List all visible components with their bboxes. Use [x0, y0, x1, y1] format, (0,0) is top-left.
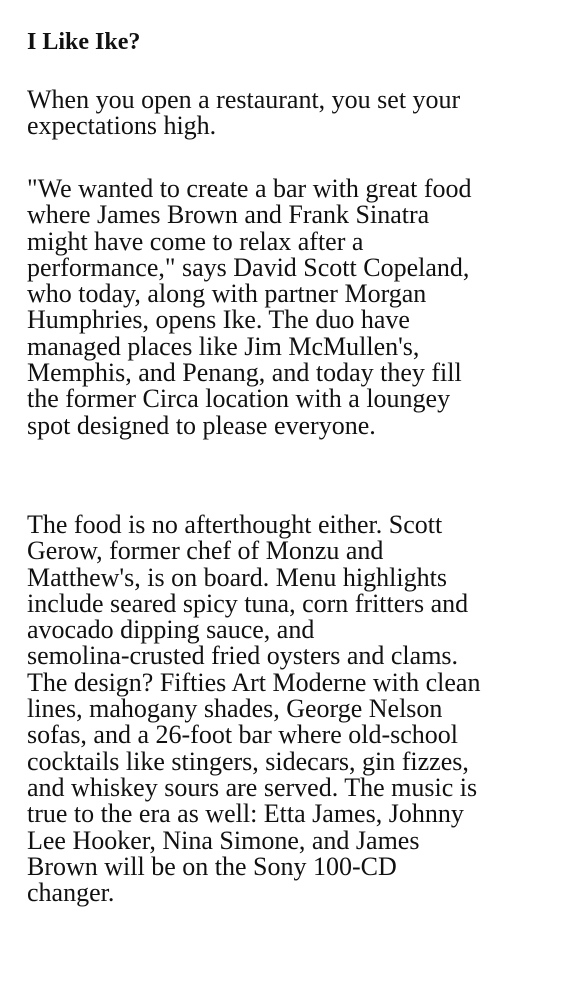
- text-line: lines, mahogany shades, George Nelson: [27, 694, 443, 724]
- text-line: "We wanted to create a bar with great food: [27, 174, 472, 203]
- text-line: When you open a restaurant, you set your: [27, 85, 461, 114]
- text-line: Lee Hooker, Nina Simone, and James: [27, 825, 420, 855]
- paragraph-food-design: [27, 512, 562, 906]
- text-line: expectations high.: [27, 111, 217, 141]
- text-line: where James Brown and Frank Sinatra: [27, 200, 430, 230]
- text-line: true to the era as well: Etta James, Johnny: [27, 799, 464, 829]
- text-line: Matthew's, is on board. Menu highlights: [27, 562, 447, 592]
- article-title: I Like Ike?: [27, 29, 141, 55]
- text-line: Brown will be on the Sony 100-CD: [27, 851, 397, 881]
- text-line: Gerow, former chef of Monzu and: [27, 536, 384, 566]
- paragraph-quote: [27, 176, 562, 439]
- text-line: sofas, and a 26-foot bar where old-school: [27, 720, 459, 750]
- text-line: the former Circa location with a loungey: [27, 384, 451, 414]
- text-line: The design? Fifties Art Moderne with clean: [27, 667, 481, 697]
- text-line: performance," says David Scott Copeland,: [27, 252, 470, 282]
- paragraph-intro: [27, 87, 562, 140]
- text-line: Humphries, opens Ike. The duo have: [27, 305, 410, 335]
- text-line: who today, along with partner Morgan: [27, 279, 427, 309]
- text-line: managed places like Jim McMullen's,: [27, 331, 420, 361]
- text-line: spot designed to please everyone.: [27, 410, 376, 440]
- text-line: might have come to relax after a: [27, 226, 364, 256]
- text-line: changer.: [27, 878, 115, 908]
- text-line: include seared spicy tuna, corn fritters and: [27, 588, 469, 618]
- text-line: and whiskey sours are served. The music is: [27, 772, 478, 802]
- text-line: cocktails like stingers, sidecars, gin fizzes,: [27, 746, 469, 776]
- text-line: avocado dipping sauce, and: [27, 615, 315, 645]
- text-line: The food is no afterthought either. Scott: [27, 510, 443, 539]
- text-line: Memphis, and Penang, and today they fill: [27, 358, 462, 388]
- text-line: semolina-crusted fried oysters and clams.: [27, 641, 459, 671]
